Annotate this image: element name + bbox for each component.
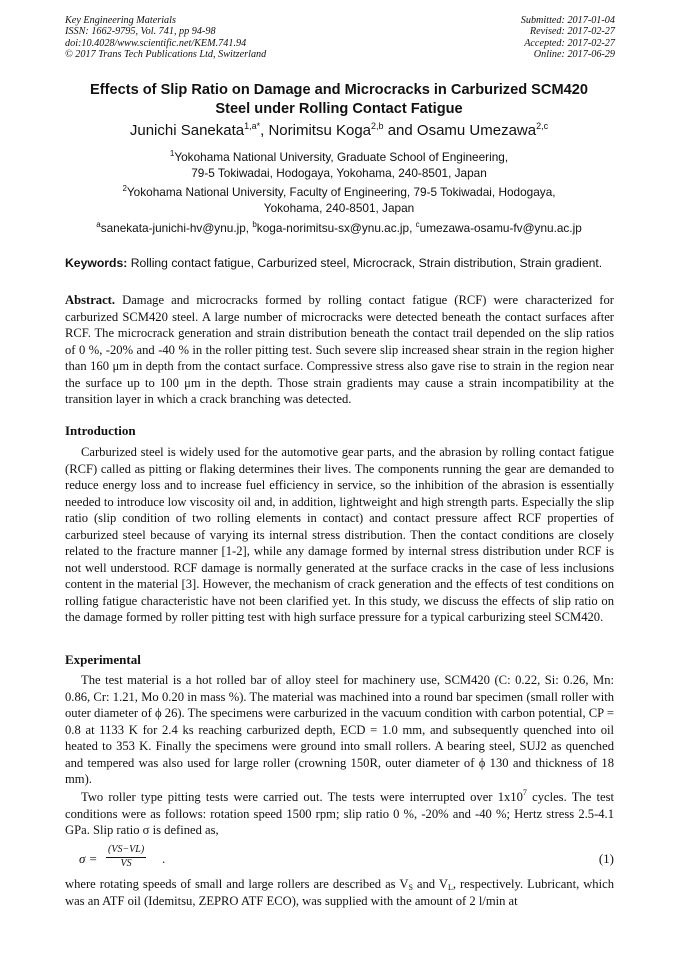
paragraph-text: Two roller type pitting tests were carried out. The tests were interrupted over 1x10 xyxy=(81,790,523,804)
revised-date: Revised: 2017-02-27 xyxy=(529,26,615,38)
email-mark: a xyxy=(96,220,101,229)
title-line-2: Steel under Rolling Contact Fatigue xyxy=(215,101,463,117)
affiliation-text: Yokohama National University, Graduate School of Engineering, xyxy=(174,150,509,164)
title-line-1: Effects of Slip Ratio on Damage and Microcracks in Carburized SCM420 xyxy=(90,82,588,98)
accepted-date: Accepted: 2017-02-27 xyxy=(524,37,615,49)
email-list xyxy=(40,220,638,236)
email-address[interactable]: umezawa-osamu-fv@ynu.ac.jp xyxy=(419,221,582,235)
paragraph-text: where rotating speeds of small and large rollers are described as V xyxy=(65,877,409,891)
author-list xyxy=(40,121,638,140)
abstract-label: Abstract. xyxy=(65,293,116,307)
affiliation-mark: 1 xyxy=(169,149,175,158)
email-mark: b xyxy=(252,220,257,229)
keywords-text: Rolling contact fatigue, Carburized steel, Microcrack, Strain distribution, Strain gradient. xyxy=(127,256,603,270)
abstract-text: Damage and microcracks formed by rolling contact fatigue (RCF) were characterized for carburized SCM420 steel. A large number of microcracks were detected beneath the contact surfaces after RCF. The microcrack generation and strain distribution beneath the contact trail depended on the slip ratios of 0 %, -20% and -40 % in the roller pitting test. Such severe slip increased shear strain in the region higher than 160 μm in depth from the contact surface. Compressive stress also gave rise to strain in the region near the surface up to 100 μm in the depth. Those strain gradients may cause a strain incompatibility at the transition layer in which a crack branching was detected. xyxy=(65,293,614,406)
section-heading-introduction: Introduction xyxy=(65,423,136,438)
author-name: Junichi Sanekata xyxy=(129,122,245,139)
experimental-paragraph-3 xyxy=(65,876,614,909)
equation-lhs: σ = xyxy=(79,851,98,866)
paragraph-text: and V xyxy=(412,877,448,891)
email-address[interactable]: sanekata-junichi-hv@ynu.jp, xyxy=(100,221,253,235)
doi-line[interactable]: doi:10.4028/www.scientific.net/KEM.741.94 xyxy=(65,37,247,49)
affiliation-text: Yokohama National University, Faculty of Engineering, 79-5 Tokiwadai, Hodogaya, xyxy=(126,185,556,199)
section-heading-experimental: Experimental xyxy=(65,652,141,667)
affiliation-1-line-1 xyxy=(40,149,638,165)
paper-title xyxy=(40,81,638,119)
affiliation-2-line-2: Yokohama, 240-8501, Japan xyxy=(263,201,415,215)
author-affiliation-mark: 2,b xyxy=(371,121,384,131)
copyright-line: © 2017 Trans Tech Publications Ltd, Switzerland xyxy=(65,48,267,60)
equation-fraction xyxy=(106,844,146,870)
submitted-date: Submitted: 2017-01-04 xyxy=(520,15,615,26)
exponent: 7 xyxy=(522,788,527,797)
equation-number: (1) xyxy=(598,851,614,866)
issn-line: ISSN: 1662-9795, Vol. 741, pp 94-98 xyxy=(65,26,216,38)
email-address[interactable]: koga-norimitsu-sx@ynu.ac.jp, xyxy=(256,221,416,235)
author-name: Osamu Umezawa xyxy=(416,122,537,139)
experimental-paragraph-1: The test material is a hot rolled bar of alloy steel for machinery use, SCM420 (C: 0.22, Si: 0.26, Mn: 0.86, Cr: 1.21, Mo 0.20 in mass %). The material was machined into a round bar specimen (small roller with outer diameter of ϕ 26). The specimens were carburized in the vacuum condition with carbon potential, CP = 0.8 at 1133 K for 2.4 ks reaching carburized depth, ECD = 1.0 mm, and subsequently quenched into oil heated to 353 K. Finally the specimens were ground into small rollers. A bearing steel, SUJ2 as quenched and tempered was also used for large roller (crowning 150R, outer diameter of ϕ 130 and thickness of 18 mm). xyxy=(65,673,614,786)
email-mark: c xyxy=(415,220,420,229)
subscript: S xyxy=(408,883,413,892)
author-affiliation-mark: 1,a* xyxy=(244,121,261,131)
equation-1 xyxy=(79,844,614,874)
author-separator: and xyxy=(383,122,417,139)
abstract xyxy=(65,292,614,408)
date-meta xyxy=(521,15,615,60)
equation-denominator: VS xyxy=(120,858,132,869)
equation-period: . xyxy=(162,851,166,866)
keywords xyxy=(65,255,625,271)
affiliation-2 xyxy=(40,184,638,216)
online-date: Online: 2017-06-29 xyxy=(533,48,615,60)
introduction-paragraph: Carburized steel is widely used for the automotive gear parts, and the abrasion by rolling contact fatigue (RCF) called as pitting or flaking determines their lives. The components running the gear are demanded to reduce energy loss and to increase fuel efficiency in service, so the inhibition of the abrasion is essentially needed to introduce low viscosity oil and, in addition, lightweight and high strength parts. Especially the slip ratio (slip condition of two rolling elements in contact) and contact pressure affect RCF properties of carburized steel because of varying its internal stress distribution. Then the contact conditions are closely related to the fracture manner [1-2], while any damage formed by internal stress distribution under RCF is not well understood. RCF damage is normally generated at the surface cracks in the case of less inclusions content in the material [3]. However, the mechanism of crack generation and the effects of test conditions on rolling fatigue characteristic have not been clarified yet. In this study, we discuss the effects of slip ratio on the damage formed by roller pitting test with high surface pressure for a typical carburizing steel SCM420. xyxy=(65,445,614,624)
author-name: Norimitsu Koga xyxy=(268,122,372,139)
paragraph-text: cycles. The test conditions were as follows: rotation speed 1500 rpm; slip ratio 0 %, -20% and -40 %; Hertz stress 2.5-4.1 GPa. Slip ratio σ is defined as, xyxy=(65,790,614,837)
author-separator: , xyxy=(260,122,269,139)
journal-meta xyxy=(65,15,266,60)
experimental-paragraph-2 xyxy=(65,789,614,839)
author-affiliation-mark: 2,c xyxy=(536,121,549,131)
affiliation-1 xyxy=(40,149,638,181)
paragraph-text: , respectively. Lubricant, which was an ATF oil (Idemitsu, ZEPRO ATF ECO), was supplied with the amount of 2 l/min at xyxy=(65,877,614,908)
keywords-label: Keywords: xyxy=(65,256,128,270)
journal-name: Key Engineering Materials xyxy=(65,15,176,26)
affiliation-2-line-1 xyxy=(40,184,638,200)
affiliation-mark: 2 xyxy=(122,184,127,193)
subscript: L xyxy=(447,883,453,892)
affiliation-1-line-2: 79-5 Tokiwadai, Hodogaya, Yokohama, 240-8501, Japan xyxy=(191,166,487,180)
equation-numerator: (VS−VL) xyxy=(106,844,146,858)
